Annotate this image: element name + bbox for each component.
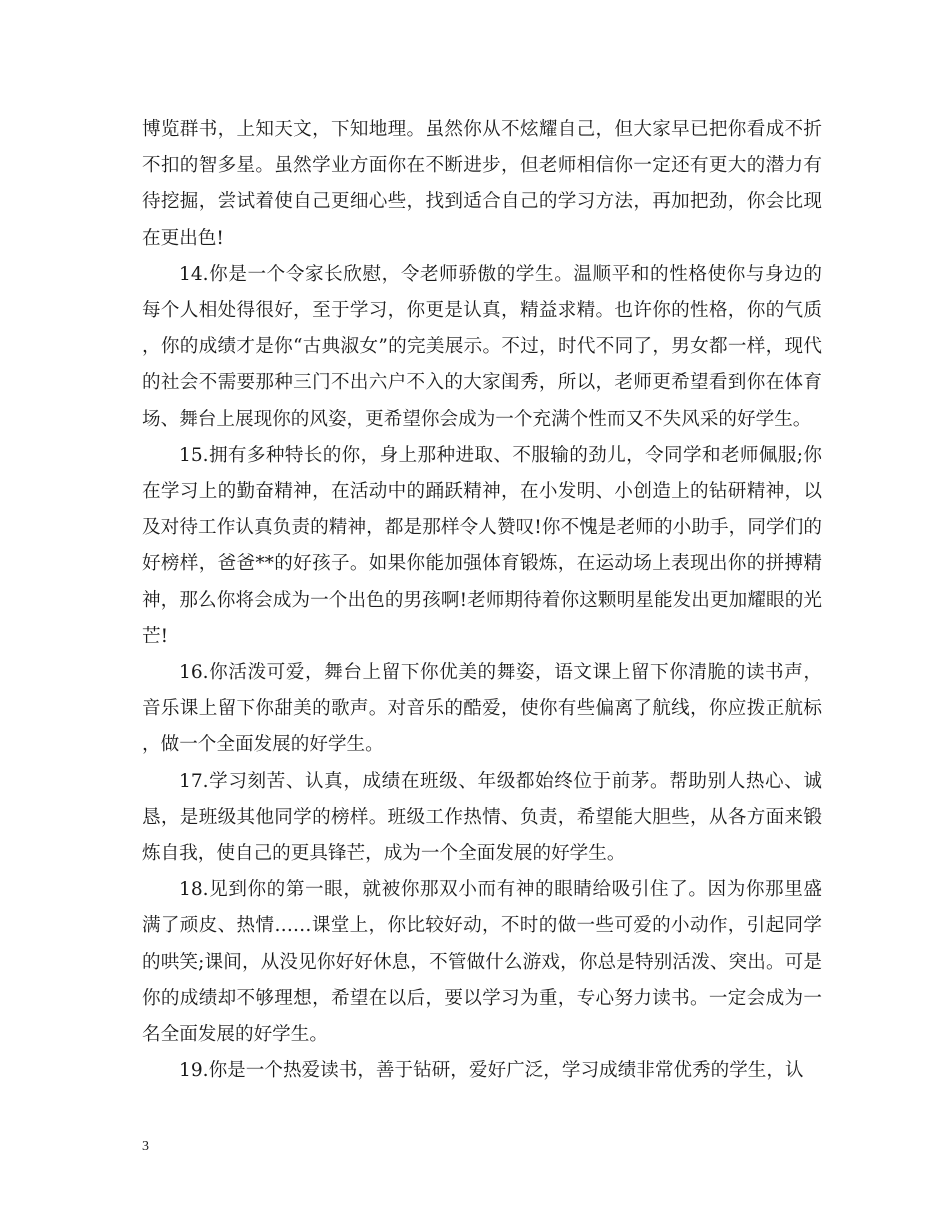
document-body <box>142 112 822 1089</box>
paragraph-comment-19: 19.你是一个热爱读书，善于钻研，爱好广泛，学习成绩非常优秀的学生，认 <box>179 1060 804 1082</box>
paragraph-comment-14: 14.你是一个令家长欣慰，令老师骄傲的学生。温顺平和的性格使你与身边的每个人相处得很好，至于学习，你更是认真，精益求精。也许你的性格，你的气质，你的成绩才是你“古典淑女”的完美展示。不过，时代不同了，男女都一样，现代的社会不需要那种三门不出六户不入的大家闺秀，所以，老师更希望看到你在体育场、舞台上展现你的风姿，更希望你会成为一个充满个性而又不失风采的好学生。 <box>142 263 822 430</box>
page-number: 3 <box>142 1139 149 1154</box>
paragraph-comment-18: 18.见到你的第一眼，就被你那双小而有神的眼睛给吸引住了。因为你那里盛满了顽皮、热情……课堂上，你比较好动，不时的做一些可爱的小动作，引起同学的哄笑;课间，从没见你好好休息，不管做什么游戏，你总是特别活泼、突出。可是你的成绩却不够理想，希望在以后，要以学习为重，专心努力读书。一定会成为一名全面发展的好学生。 <box>142 879 822 1046</box>
paragraph-comment-17: 17.学习刻苦、认真，成绩在班级、年级都始终位于前茅。帮助别人热心、诚恳，是班级其他同学的榜样。班级工作热情、负责，希望能大胆些，从各方面来锻炼自我，使自己的更具锋芒，成为一个全面发展的好学生。 <box>142 770 822 865</box>
paragraph-continuation: 博览群书，上知天文，下知地理。虽然你从不炫耀自己，但大家早已把你看成不折不扣的智多星。虽然学业方面你在不断进步，但老师相信你一定还有更大的潜力有待挖掘，尝试着使自己更细心些，找到适合自己的学习方法，再加把劲，你会比现在更出色! <box>142 119 822 249</box>
paragraph-comment-15: 15.拥有多种特长的你，身上那种进取、不服输的劲儿，令同学和老师佩服;你在学习上的勤奋精神，在活动中的踊跃精神，在小发明、小创造上的钻研精神，以及对待工作认真负责的精神，都是那样令人赞叹!你不愧是老师的小助手，同学们的好榜样，爸爸**的好孩子。如果你能加强体育锻炼，在运动场上表现出你的拼搏精神，那么你将会成为一个出色的男孩啊!老师期待着你这颗明星能发出更加耀眼的光芒! <box>142 444 822 647</box>
paragraph-comment-16: 16.你活泼可爱，舞台上留下你优美的舞姿，语文课上留下你清脆的读书声，音乐课上留下你甜美的歌声。对音乐的酷爱，使你有些偏离了航线，你应拨正航标，做一个全面发展的好学生。 <box>142 662 822 756</box>
